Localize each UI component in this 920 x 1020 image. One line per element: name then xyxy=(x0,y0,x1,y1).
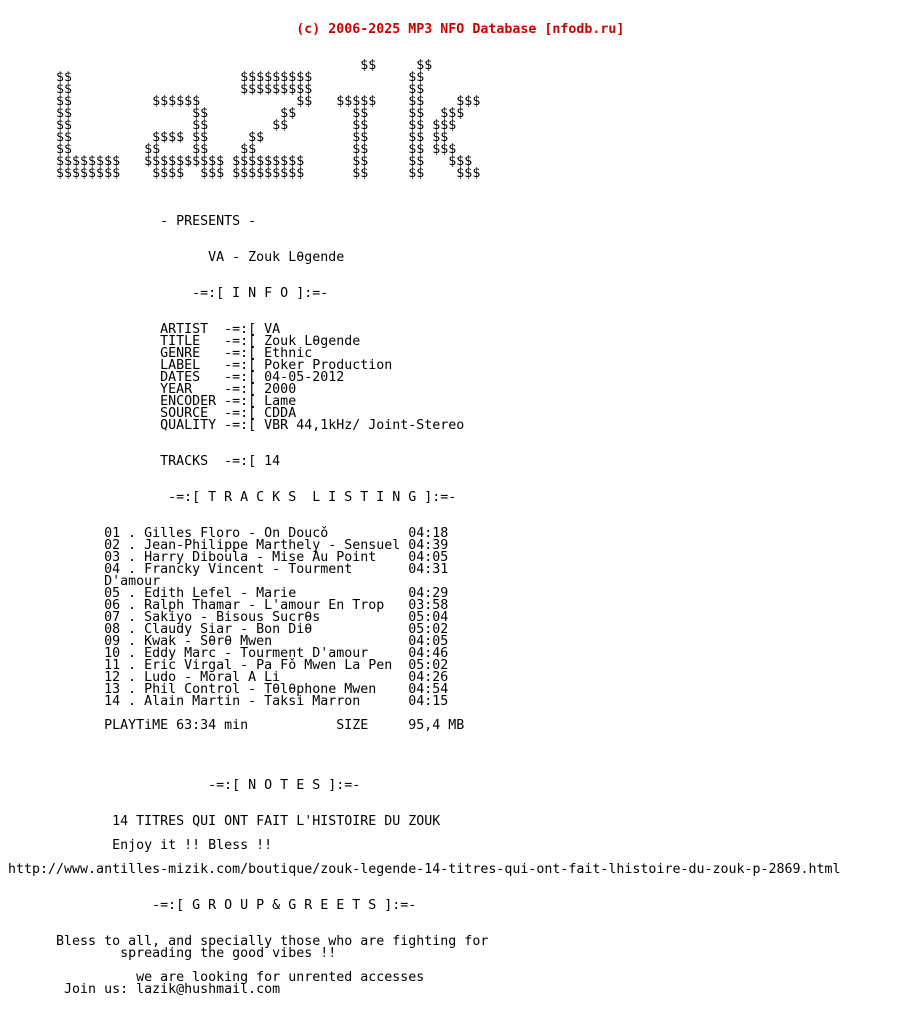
nfo-text-line: Bless to all, and specially those who are fighting for xyxy=(8,934,489,949)
info-field: ENCODER -=:[ Lame xyxy=(8,394,297,409)
blank-line xyxy=(8,228,841,240)
blank-line xyxy=(8,432,841,444)
track-row: 13 . Phil Control - Tθlθphone Mwen 04:54 xyxy=(8,682,449,697)
info-field: TRACKS -=:[ 14 xyxy=(8,454,281,469)
ascii-logo-line: $$ $$$$ $$ $$ $$ $$ $$ xyxy=(8,130,449,145)
track-row: 14 . Alain Martin - Taksi Marron 04:15 xyxy=(8,694,449,709)
nfodb-copyright-header: (c) 2006-2025 MP3 NFO Database [nfodb.ru] xyxy=(8,22,625,37)
blank-line xyxy=(8,504,841,516)
nfo-text-line: D'amour xyxy=(8,574,161,589)
blank-line xyxy=(8,468,841,480)
ascii-logo-line: $$ $$ $$ $$ $$ $$$ xyxy=(8,106,465,121)
track-row: 03 . Harry Diboula - Mise Au Point 04:05 xyxy=(8,550,449,565)
nfo-lines xyxy=(8,60,841,996)
blank-line xyxy=(8,756,841,768)
info-field: DATES -=:[ 04-05-2012 xyxy=(8,370,345,385)
ascii-logo-line: $$ $$ xyxy=(8,58,433,73)
blank-line xyxy=(8,264,841,276)
blank-line xyxy=(8,744,841,756)
blank-line xyxy=(8,180,841,192)
ascii-logo-line: $$ $$$$$$$$$ $$ xyxy=(8,70,425,85)
blank-line xyxy=(8,912,841,924)
ascii-logo-line: $$ $$ $$ $$ $$ $$$ xyxy=(8,118,457,133)
track-row: 11 . Eric Virgal - Pa Fǒ Mwen La Pen 05:02 xyxy=(8,658,449,673)
nfo-text-line: Enjoy it !! Bless !! xyxy=(8,838,273,853)
ascii-logo-line: $$ $$ $$ $$ $$ $$ $$$ xyxy=(8,142,457,157)
track-row: 06 . Ralph Thamar - L'amour En Trop 03:58 xyxy=(8,598,449,613)
track-row: 12 . Ludo - Moral A Li 04:26 xyxy=(8,670,449,685)
nfo-text-line: Join us: lazik@hushmail.com xyxy=(8,982,281,997)
nfo-text-line: spreading the good vibes !! xyxy=(8,946,337,961)
info-field: LABEL -=:[ Poker Production xyxy=(8,358,393,373)
track-row: 05 . Edith Lefel - Marie 04:29 xyxy=(8,586,449,601)
blank-line xyxy=(8,192,841,204)
nfo-text-line: PLAYTiME 63:34 min SIZE 95,4 MB xyxy=(8,718,465,733)
track-row: 07 . Sakiyo - Bisous Sucrθs 05:04 xyxy=(8,610,449,625)
nfo-text-line: - PRESENTS - xyxy=(8,214,257,229)
section-heading: -=:[ T R A C K S L I S T I N G ]:=- xyxy=(8,490,457,505)
track-row: 08 . Claudy Siar - Bon Diθ 05:02 xyxy=(8,622,449,637)
info-field: ARTIST -=:[ VA xyxy=(8,322,281,337)
track-row: 04 . Francky Vincent - Tourment 04:31 xyxy=(8,562,449,577)
blank-line xyxy=(8,300,841,312)
track-row: 09 . Kwak - Sθrθ Mwen 04:05 xyxy=(8,634,449,649)
track-row: 02 . Jean-Philippe Marthely - Sensuel 04:39 xyxy=(8,538,449,553)
info-field: SOURCE -=:[ CDDA xyxy=(8,406,297,421)
info-field: YEAR -=:[ 2000 xyxy=(8,382,297,397)
track-row: 10 . Eddy Marc - Tourment D'amour 04:46 xyxy=(8,646,449,661)
blank-line xyxy=(8,792,841,804)
ascii-logo-line: $$$$$$$$ $$$$$$$$$$ $$$$$$$$$ $$ $$ $$$ xyxy=(8,154,473,169)
nfo-text-line: VA - Zouk Lθgende xyxy=(8,250,345,265)
ascii-logo-line: $$ $$$$$$$$$ $$ xyxy=(8,82,425,97)
ascii-logo-line: $$$$$$$$ $$$$ $$$ $$$$$$$$$ $$ $$ $$$ xyxy=(8,166,481,181)
section-heading: -=:[ N O T E S ]:=- xyxy=(8,778,361,793)
blank-line xyxy=(8,732,841,744)
nfo-text-block xyxy=(8,0,841,1008)
info-field: TITLE -=:[ Zouk Lθgende xyxy=(8,334,361,349)
section-heading: -=:[ I N F O ]:=- xyxy=(8,286,329,301)
info-field: GENRE -=:[ Ethnic xyxy=(8,346,313,361)
nfo-text-line: we are looking for unrented accesses xyxy=(8,970,425,985)
section-heading: -=:[ G R O U P & G R E E T S ]:=- xyxy=(8,898,417,913)
track-row: 01 . Gilles Floro - On Doucǒ 04:18 xyxy=(8,526,449,541)
blank-line xyxy=(8,876,841,888)
info-field: QUALITY -=:[ VBR 44,1kHz/ Joint-Stereo xyxy=(8,418,465,433)
ascii-logo-line: $$ $$$$$$ $$ $$$$$ $$ $$$ xyxy=(8,94,481,109)
nfo-text-line: 14 TITRES QUI ONT FAIT L'HISTOIRE DU ZOUK xyxy=(8,814,441,829)
source-url-link[interactable]: http://www.antilles-mizik.com/boutique/zouk-legende-14-titres-qui-ont-fait-lhistoire-du-zouk-p-2869.html xyxy=(8,862,841,877)
